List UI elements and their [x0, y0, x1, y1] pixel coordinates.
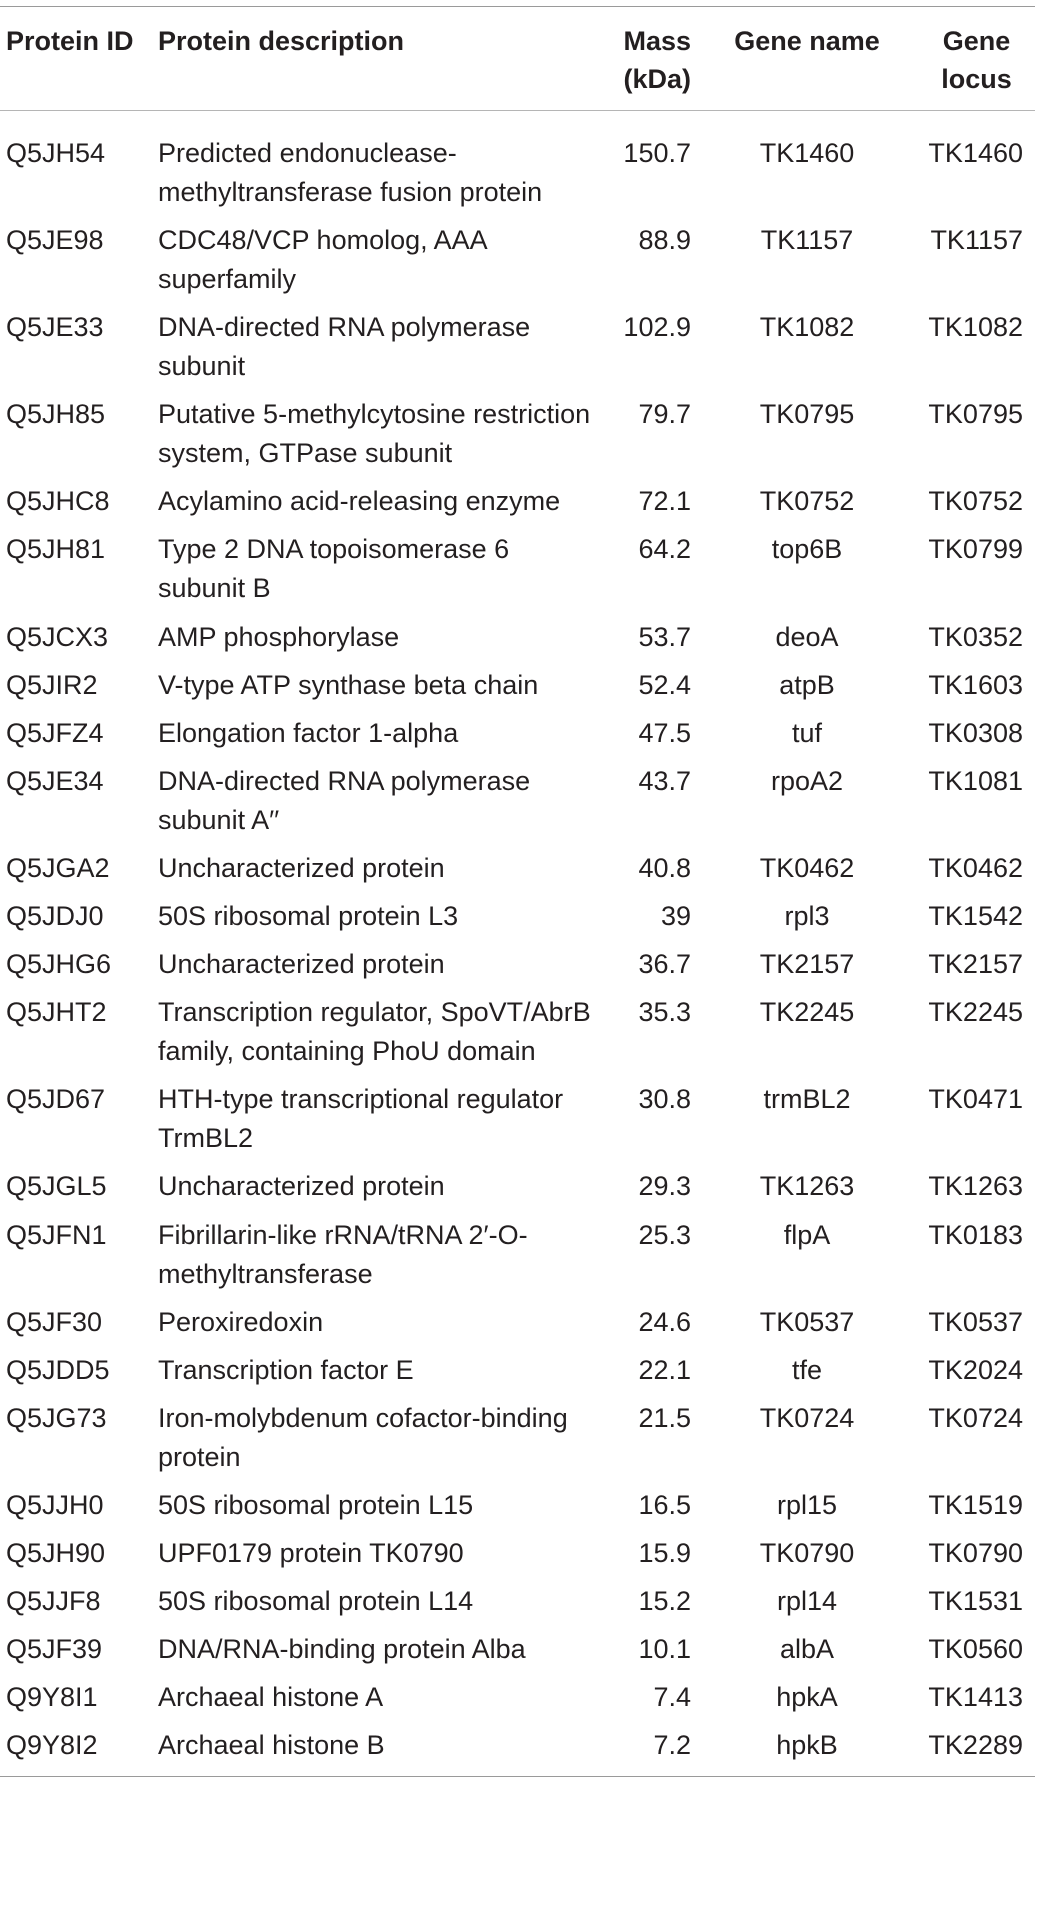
- gene-locus-cell: TK1603: [928, 669, 1023, 700]
- gene-name-cell: tfe: [791, 1354, 823, 1385]
- gene-locus-cell: TK0795: [928, 399, 1023, 430]
- protein-description-cell: Uncharacterized protein: [158, 852, 445, 883]
- protein-description-cell: 50S ribosomal protein L3: [158, 901, 459, 932]
- table-row: [0, 1351, 1035, 1399]
- protein-id-cell: Q5JFZ4: [6, 717, 104, 748]
- mass-cell: 150.7: [623, 138, 691, 168]
- mass-cell: 102.9: [623, 312, 691, 343]
- gene-name-cell: TK0752: [759, 486, 855, 517]
- protein-id-cell: Q5JHT2: [6, 997, 107, 1028]
- gene-name-cell: trmBL2: [763, 1084, 851, 1115]
- mass-cell: 40.8: [638, 852, 691, 883]
- mass-cell: 25.3: [638, 1219, 691, 1250]
- table-row: [0, 395, 1035, 482]
- gene-locus-cell: TK2289: [928, 1730, 1023, 1761]
- mass-cell: 10.1: [638, 1634, 691, 1665]
- protein-id-cell: Q5JF30: [6, 1306, 103, 1337]
- protein-description-cell: DNA-directed RNA polymerase subunit A′′: [158, 765, 531, 835]
- gene-name-cell: rpoA2: [770, 765, 844, 796]
- table-row: [0, 110, 1035, 221]
- protein-description-cell: Archaeal histone A: [158, 1682, 384, 1713]
- mass-cell: 39: [660, 901, 691, 932]
- protein-description-cell: 50S ribosomal protein L15: [158, 1489, 474, 1520]
- protein-description-cell: Acylamino acid-releasing enzyme: [158, 486, 561, 517]
- protein-id-cell: Q5JE98: [6, 225, 104, 256]
- gene-name-cell: TK1082: [759, 312, 855, 343]
- gene-locus-cell: TK0537: [928, 1306, 1023, 1337]
- table-row: [0, 945, 1035, 993]
- gene-locus-cell: TK1542: [928, 901, 1023, 932]
- gene-name-cell: rpl15: [776, 1489, 838, 1520]
- gene-name-cell: flpA: [783, 1219, 831, 1250]
- gene-name-cell: atpB: [779, 669, 835, 700]
- table-row: [0, 1167, 1035, 1215]
- table-bottom-rule: [0, 1776, 1035, 1777]
- mass-cell: 7.4: [653, 1682, 691, 1713]
- mass-cell: 21.5: [638, 1402, 691, 1433]
- gene-name-cell: TK0724: [759, 1402, 855, 1433]
- header-bottom-rule: [0, 110, 1035, 111]
- protein-description-cell: Predicted endonuclease-methyltransferase fusion protein: [158, 138, 543, 207]
- mass-cell: 24.6: [638, 1306, 691, 1337]
- protein-description-cell: Putative 5-methylcytosine restriction system, GTPase subunit: [158, 399, 591, 469]
- protein-id-cell: Q5JH85: [6, 399, 106, 430]
- mass-cell: 72.1: [638, 486, 691, 517]
- gene-locus-cell: TK0560: [928, 1634, 1023, 1665]
- gene-name-cell: TK0790: [759, 1537, 855, 1568]
- mass-cell: 7.2: [653, 1730, 691, 1761]
- gene-locus-cell: TK0183: [928, 1219, 1023, 1250]
- protein-description-cell: HTH-type transcriptional regulator TrmBL2: [158, 1084, 564, 1154]
- table-row: [0, 1216, 1035, 1303]
- mass-cell: 30.8: [638, 1084, 691, 1115]
- protein-id-cell: Q9Y8I1: [6, 1682, 98, 1713]
- table-top-rule: [0, 6, 1035, 7]
- mass-cell: 29.3: [638, 1171, 691, 1202]
- gene-locus-cell: TK1460: [928, 138, 1023, 168]
- header-mass: Mass (kDa): [623, 26, 691, 94]
- mass-cell: 53.7: [638, 621, 691, 652]
- gene-locus-cell: TK0799: [928, 534, 1023, 565]
- mass-cell: 47.5: [638, 717, 691, 748]
- gene-name-cell: rpl14: [776, 1586, 838, 1617]
- header-row: [0, 14, 1035, 110]
- gene-locus-cell: TK0752: [928, 486, 1023, 517]
- gene-locus-cell: TK1531: [928, 1586, 1023, 1617]
- protein-id-cell: Q5JE33: [6, 312, 104, 343]
- protein-id-cell: Q5JF39: [6, 1634, 103, 1665]
- gene-locus-cell: TK2157: [928, 949, 1023, 980]
- table-row: [0, 1534, 1035, 1582]
- mass-cell: 15.9: [638, 1537, 691, 1568]
- gene-locus-cell: TK1082: [928, 312, 1023, 343]
- table-row: [0, 666, 1035, 714]
- protein-description-cell: Iron-molybdenum cofactor-binding protein: [158, 1402, 568, 1472]
- gene-locus-cell: TK2024: [928, 1354, 1023, 1385]
- mass-cell: 88.9: [638, 225, 691, 256]
- gene-locus-cell: TK0462: [928, 852, 1023, 883]
- table-row: [0, 221, 1035, 308]
- protein-id-cell: Q5JH90: [6, 1537, 106, 1568]
- mass-cell: 35.3: [638, 997, 691, 1028]
- gene-name-cell: TK2245: [759, 997, 855, 1028]
- protein-id-cell: Q5JE34: [6, 765, 104, 796]
- protein-id-cell: Q5JGL5: [6, 1171, 107, 1202]
- table-row: [0, 849, 1035, 897]
- gene-name-cell: TK2157: [759, 949, 855, 980]
- gene-locus-cell: TK0471: [928, 1084, 1023, 1115]
- gene-locus-cell: TK1519: [928, 1489, 1023, 1520]
- gene-name-cell: rpl3: [784, 901, 830, 932]
- protein-id-cell: Q5JDJ0: [6, 901, 104, 932]
- gene-locus-cell: TK2245: [928, 997, 1023, 1028]
- header-protein-description: Protein description: [158, 26, 405, 56]
- protein-id-cell: Q5JFN1: [6, 1219, 107, 1250]
- protein-description-cell: CDC48/VCP homolog, AAA superfamily: [158, 225, 487, 295]
- table-row: [0, 993, 1035, 1080]
- gene-name-cell: deoA: [775, 621, 839, 652]
- protein-id-cell: Q5JDD5: [6, 1354, 110, 1385]
- table-row: [0, 1726, 1035, 1774]
- table-row: [0, 1399, 1035, 1486]
- protein-table: [0, 14, 1035, 1774]
- table-row: [0, 897, 1035, 945]
- protein-description-cell: Type 2 DNA topoisomerase 6 subunit B: [158, 534, 510, 604]
- gene-name-cell: hpkB: [776, 1730, 838, 1761]
- header-gene-locus: Gene locus: [941, 26, 1012, 94]
- mass-cell: 79.7: [638, 399, 691, 430]
- mass-cell: 15.2: [638, 1586, 691, 1617]
- gene-name-cell: TK0537: [759, 1306, 855, 1337]
- protein-description-cell: DNA-directed RNA polymerase subunit: [158, 312, 531, 382]
- protein-description-cell: Transcription factor E: [158, 1354, 414, 1385]
- protein-description-cell: UPF0179 protein TK0790: [158, 1537, 464, 1568]
- protein-description-cell: Fibrillarin-like rRNA/tRNA 2′-O-methyltransferase: [158, 1219, 528, 1289]
- gene-name-cell: TK1460: [759, 138, 855, 168]
- protein-description-cell: AMP phosphorylase: [158, 621, 400, 652]
- protein-id-cell: Q5JG73: [6, 1402, 107, 1433]
- table-row: [0, 308, 1035, 395]
- gene-name-cell: TK1157: [760, 225, 854, 256]
- gene-name-cell: top6B: [771, 534, 843, 565]
- protein-id-cell: Q5JH54: [6, 138, 106, 168]
- protein-description-cell: Peroxiredoxin: [158, 1306, 324, 1337]
- protein-id-cell: Q5JJF8: [6, 1586, 101, 1617]
- mass-cell: 36.7: [638, 949, 691, 980]
- table-row: [0, 762, 1035, 849]
- mass-cell: 52.4: [638, 669, 691, 700]
- gene-locus-cell: TK0790: [928, 1537, 1023, 1568]
- table-row: [0, 530, 1035, 617]
- protein-description-cell: 50S ribosomal protein L14: [158, 1586, 474, 1617]
- gene-locus-cell: TK0308: [928, 717, 1023, 748]
- gene-name-cell: TK1263: [759, 1171, 855, 1202]
- gene-locus-cell: TK1157: [930, 225, 1023, 256]
- protein-description-cell: Transcription regulator, SpoVT/AbrB family, containing PhoU domain: [158, 997, 591, 1067]
- protein-description-cell: DNA/RNA-binding protein Alba: [158, 1634, 526, 1665]
- protein-id-cell: Q5JH81: [6, 534, 106, 565]
- mass-cell: 43.7: [638, 765, 691, 796]
- table-row: [0, 618, 1035, 666]
- header-protein-id: Protein ID: [6, 26, 134, 56]
- protein-id-cell: Q5JGA2: [6, 852, 110, 883]
- protein-id-cell: Q5JHC8: [6, 486, 110, 517]
- protein-id-cell: Q5JJH0: [6, 1489, 104, 1520]
- table-row: [0, 1486, 1035, 1534]
- mass-cell: 64.2: [638, 534, 691, 565]
- gene-locus-cell: TK0352: [928, 621, 1023, 652]
- mass-cell: 16.5: [638, 1489, 691, 1520]
- header-gene-name: Gene name: [734, 26, 880, 56]
- gene-locus-cell: TK1081: [928, 765, 1023, 796]
- protein-description-cell: V-type ATP synthase beta chain: [158, 669, 539, 700]
- gene-locus-cell: TK0724: [928, 1402, 1023, 1433]
- gene-locus-cell: TK1263: [928, 1171, 1023, 1202]
- protein-id-cell: Q5JIR2: [6, 669, 98, 700]
- table-row: [0, 1303, 1035, 1351]
- gene-name-cell: TK0462: [759, 852, 855, 883]
- protein-id-cell: Q5JHG6: [6, 949, 112, 980]
- protein-description-cell: Elongation factor 1-alpha: [158, 717, 459, 748]
- table-row: [0, 482, 1035, 530]
- table-row: [0, 1630, 1035, 1678]
- table-row: [0, 1582, 1035, 1630]
- gene-name-cell: TK0795: [759, 399, 855, 430]
- table-row: [0, 1080, 1035, 1167]
- gene-name-cell: tuf: [791, 717, 823, 748]
- protein-id-cell: Q9Y8I2: [6, 1730, 98, 1761]
- protein-description-cell: Uncharacterized protein: [158, 1171, 445, 1202]
- table-row: [0, 1678, 1035, 1726]
- gene-name-cell: albA: [779, 1634, 835, 1665]
- table-row: [0, 714, 1035, 762]
- table-header: [0, 14, 1035, 110]
- gene-name-cell: hpkA: [776, 1682, 838, 1713]
- mass-cell: 22.1: [638, 1354, 691, 1385]
- protein-id-cell: Q5JCX3: [6, 621, 109, 652]
- table-body: [0, 110, 1035, 1774]
- protein-id-cell: Q5JD67: [6, 1084, 106, 1115]
- protein-description-cell: Archaeal histone B: [158, 1730, 385, 1761]
- gene-locus-cell: TK1413: [928, 1682, 1023, 1713]
- protein-description-cell: Uncharacterized protein: [158, 949, 445, 980]
